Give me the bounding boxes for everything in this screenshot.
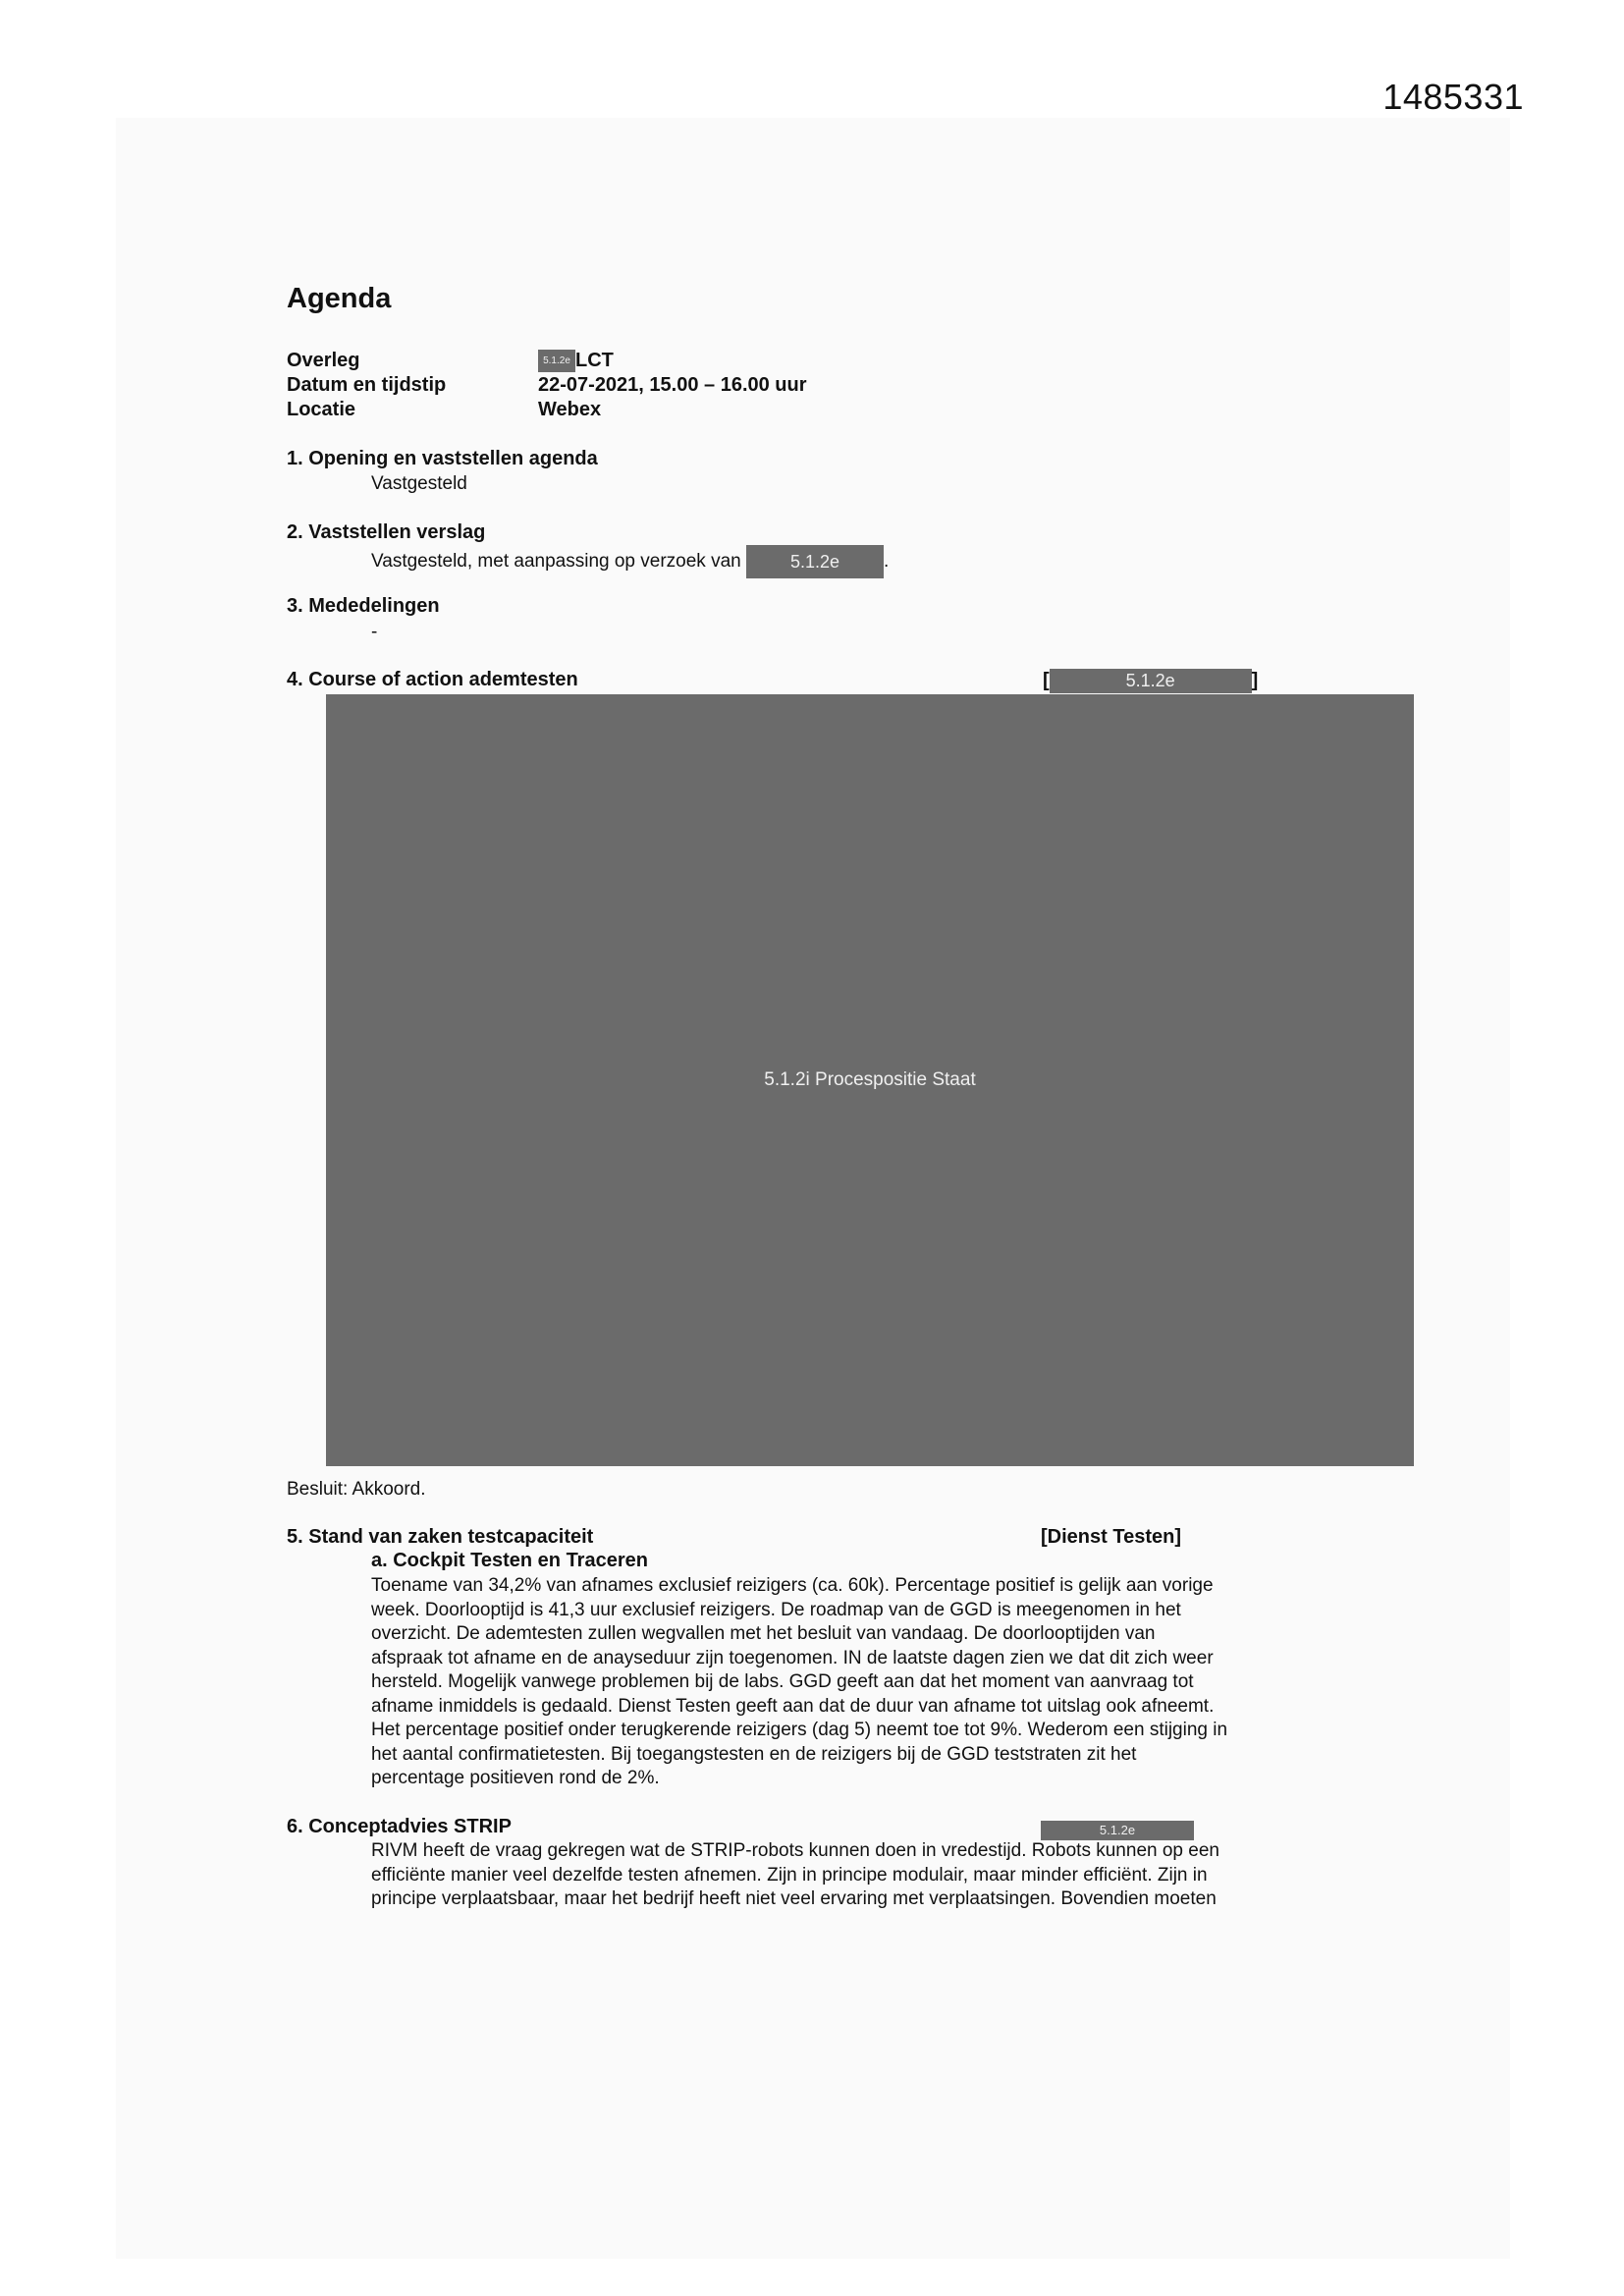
item-3-body: - [371, 622, 378, 642]
item-4-bracket-open: [ [1043, 669, 1050, 691]
item-5-line: percentage positieven rond de 2%. [371, 1768, 660, 1788]
item-6-paragraph [371, 1839, 1219, 1912]
item-5-line: hersteld. Mogelijk vanwege problemen bij de labs. GGD geeft aan dat het moment van aanvraag tot [371, 1671, 1194, 1692]
item-2-body [371, 545, 889, 578]
item-4-assignee-redaction: 5.1.2e [1050, 669, 1252, 693]
locatie-label: Locatie [287, 399, 356, 420]
item-6-line: RIVM heeft de vraag gekregen wat de STRIP-robots kunnen doen in vredestijd. Robots kunnen op een [371, 1840, 1219, 1861]
item-4-assignee [1043, 669, 1258, 693]
page-title: Agenda [287, 283, 392, 314]
item-4-decision: Besluit: Akkoord. [287, 1479, 426, 1500]
overleg-value-group [538, 349, 614, 373]
item-2-redaction: 5.1.2e [746, 545, 884, 578]
datum-value: 22-07-2021, 15.00 – 16.00 uur [538, 374, 807, 396]
meeting-meta [287, 349, 807, 422]
item-6-line: principe verplaatsbaar, maar het bedrijf heeft niet veel ervaring met verplaatsingen. Bovendien moeten [371, 1888, 1217, 1909]
item-5-line: afname inmiddels is gedaald. Dienst Testen geeft aan dat de duur van afname tot uitslag ook afneemt. [371, 1695, 1215, 1717]
item-6-line: efficiënte manier veel dezelfde testen afnemen. Zijn in principe modulair, maar minder efficiënt. Zijn in [371, 1864, 1208, 1886]
item-5-line: het aantal confirmatietesten. Bij toegangstesten en de reizigers bij de GGD teststraten zit het [371, 1743, 1137, 1765]
item-1-heading: 1. Opening en vaststellen agenda [287, 448, 598, 469]
item-4-bracket-close: ] [1251, 669, 1259, 691]
item-4-redaction-block [326, 694, 1414, 1466]
document-id: 1485331 [1382, 77, 1524, 117]
meta-row-datum [287, 373, 807, 398]
item-6-assignee-redaction: 5.1.2e [1041, 1821, 1194, 1840]
item-2-end: . [884, 551, 890, 573]
item-4-heading: 4. Course of action ademtesten [287, 669, 578, 690]
overleg-label: Overleg [287, 350, 360, 371]
locatie-value: Webex [538, 399, 602, 420]
item-1-body: Vastgesteld [371, 473, 467, 494]
item-5-line: afspraak tot afname en de anayseduur zijn toegenomen. IN de laatste dagen zien we dat dit zich weer [371, 1647, 1214, 1668]
item-2-heading: 2. Vaststellen verslag [287, 521, 486, 543]
overleg-redaction: 5.1.2e [538, 350, 575, 372]
item-6-heading: 6. Conceptadvies STRIP [287, 1816, 512, 1837]
datum-label: Datum en tijdstip [287, 374, 447, 396]
item-5-heading: 5. Stand van zaken testcapaciteit [287, 1526, 594, 1548]
item-5-line: overzicht. De ademtesten zullen wegvallen met het besluit van vandaag. De doorlooptijden van [371, 1623, 1156, 1644]
meta-row-locatie [287, 398, 807, 422]
item-5-subheading: a. Cockpit Testen en Traceren [371, 1550, 648, 1571]
item-4-redaction-label: 5.1.2i Procespositie Staat [764, 1069, 976, 1090]
item-5-paragraph [371, 1574, 1227, 1791]
item-5-line: week. Doorlooptijd is 41,3 uur exclusief reizigers. De roadmap van de GGD is meegenomen in het [371, 1599, 1181, 1620]
item-5-line: Het percentage positief onder terugkerende reizigers (dag 5) neemt toe tot 9%. Wederom een stijging in [371, 1720, 1228, 1740]
item-6-assignee [1041, 1819, 1194, 1841]
overleg-value: LCT [575, 350, 614, 371]
item-3-heading: 3. Mededelingen [287, 595, 440, 617]
item-5-line: Toename van 34,2% van afnames exclusief reizigers (ca. 60k). Percentage positief is gelijk aan vorige [371, 1575, 1214, 1596]
item-5-assignee: [Dienst Testen] [1041, 1526, 1181, 1548]
item-2-text: Vastgesteld, met aanpassing op verzoek van [371, 551, 741, 573]
meta-row-overleg [287, 349, 807, 373]
